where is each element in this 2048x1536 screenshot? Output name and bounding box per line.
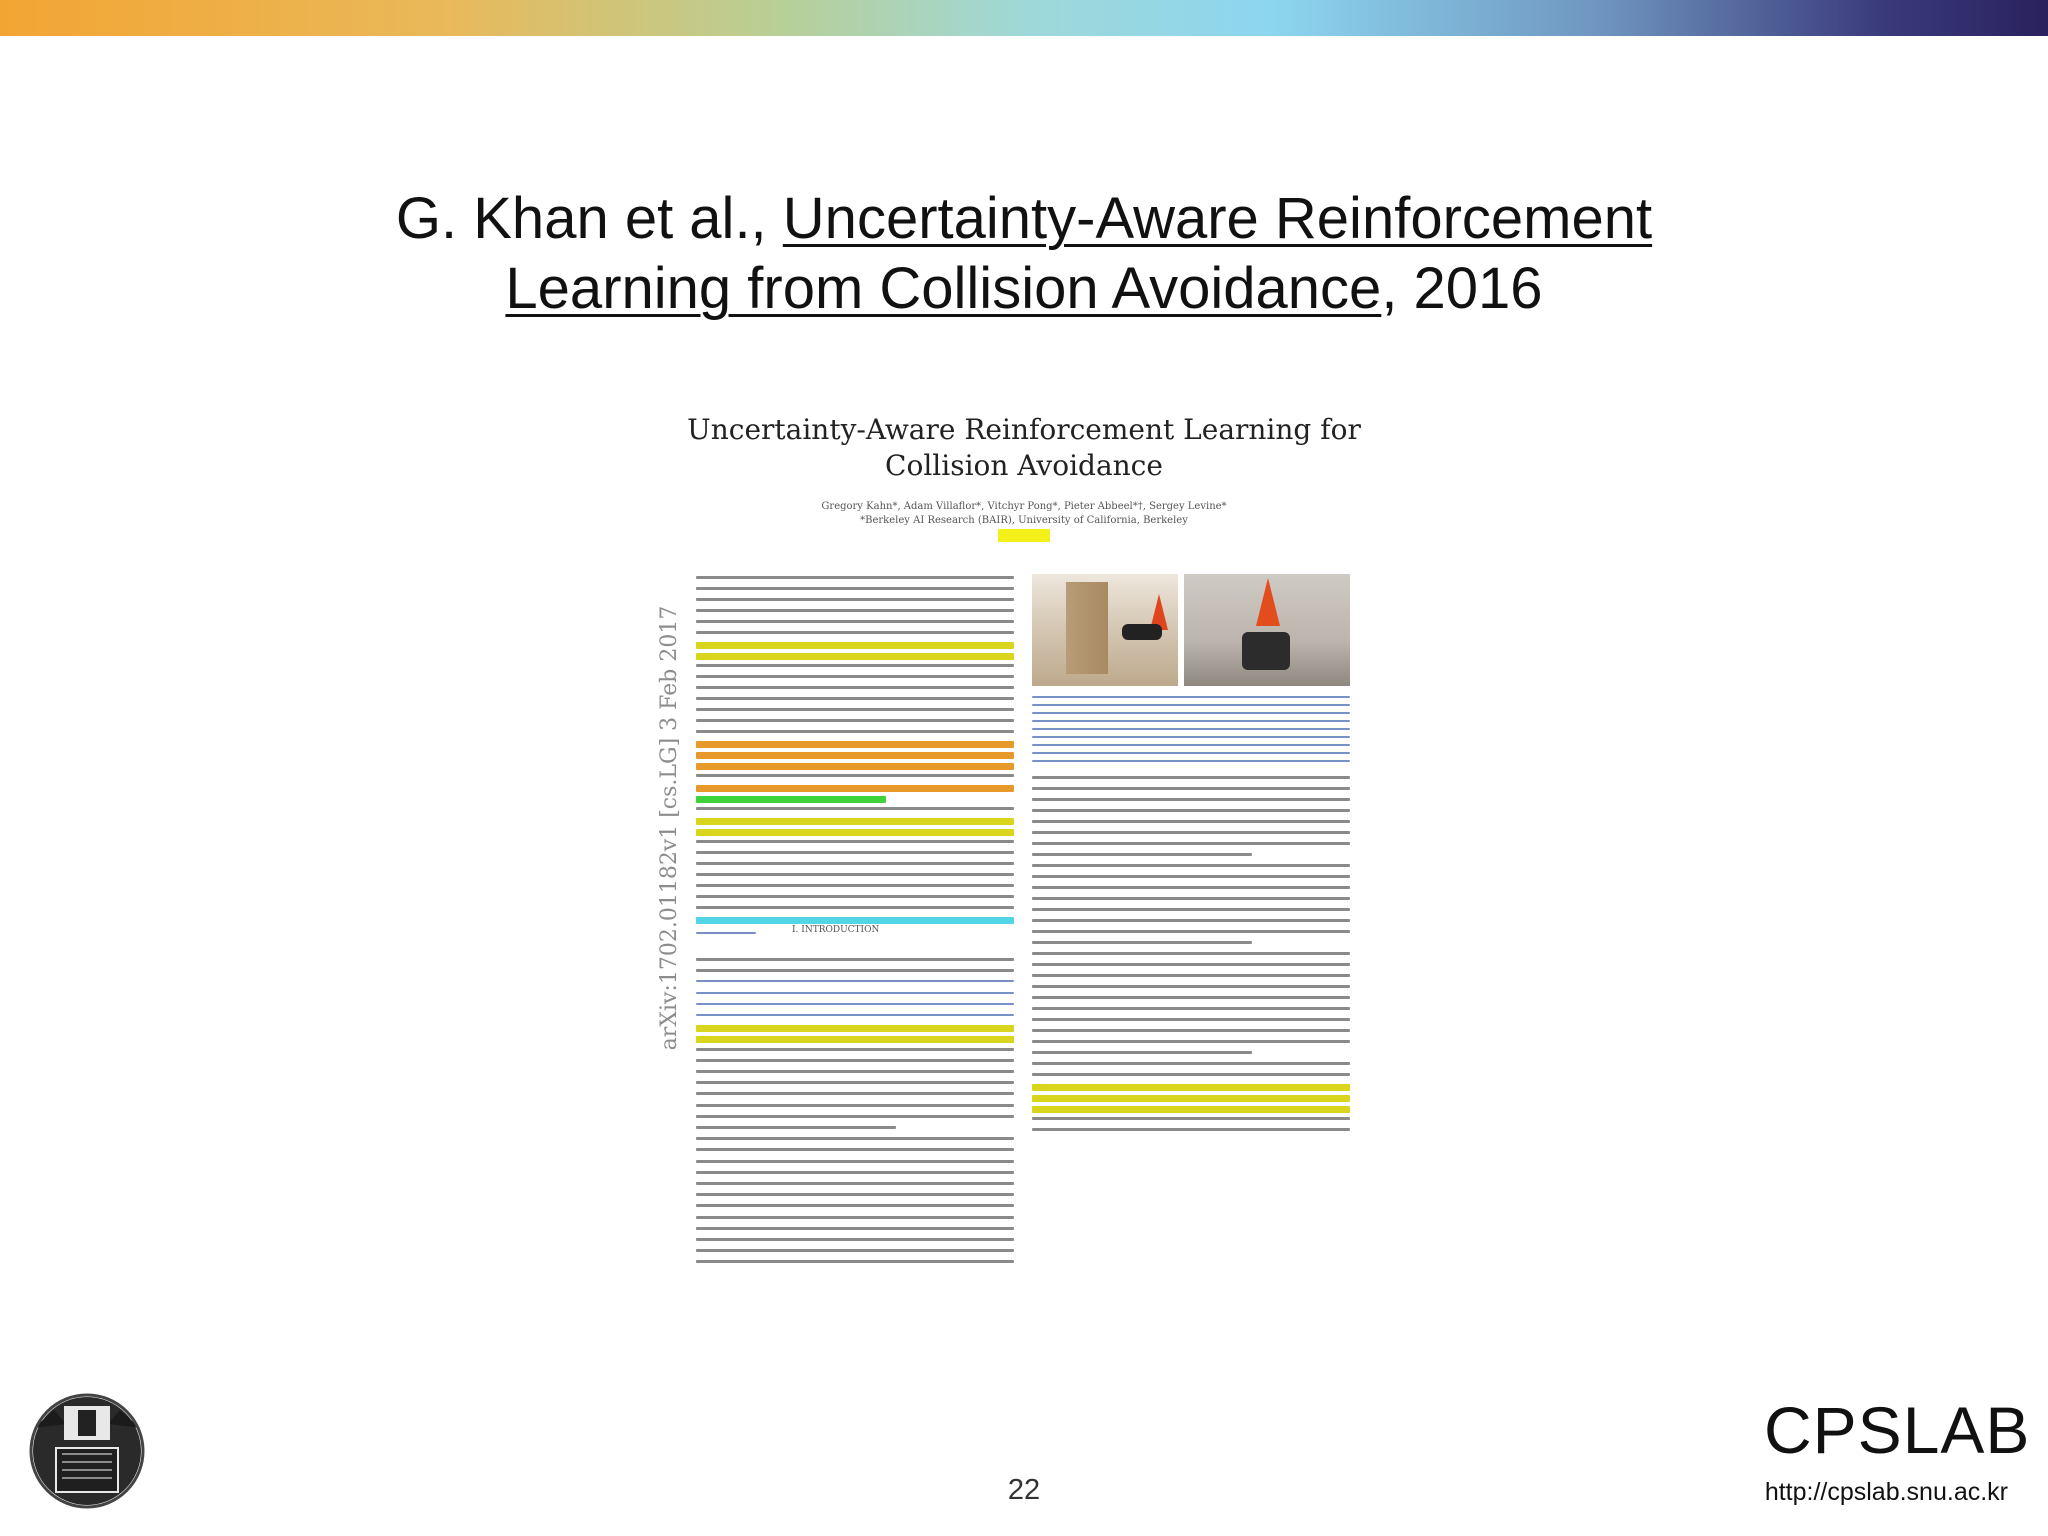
paper-link-line2[interactable]: Learning from Collision Avoidance	[505, 256, 1382, 321]
paper-text-line	[696, 1104, 1014, 1107]
paper-text-line	[696, 1216, 1014, 1219]
paper-text-line	[696, 675, 1014, 678]
paper-text-line	[696, 1070, 1014, 1073]
cardboard-box	[1066, 582, 1108, 674]
paper-text-line	[1032, 760, 1350, 762]
paper-text-line	[696, 917, 1014, 924]
paper-text-line	[1032, 1117, 1350, 1120]
paper-text-line	[1032, 886, 1350, 889]
cpslab-logo: CPSLAB	[1764, 1393, 2031, 1467]
paper-text-line	[1032, 985, 1350, 988]
paper-text-line	[1032, 1095, 1350, 1102]
paper-text-line	[696, 1025, 1014, 1032]
paper-text-line	[1032, 1051, 1252, 1054]
paper-text-line	[1032, 752, 1350, 754]
paper-text-line	[696, 895, 1014, 898]
paper-text-line	[1032, 1084, 1350, 1091]
paper-text-line	[696, 840, 1014, 843]
paper-authors: Gregory Kahn*, Adam Villaflor*, Vitchyr Pong*, Pieter Abbeel*†, Sergey Levine*	[821, 501, 1227, 512]
paper-text-line	[1032, 1073, 1350, 1076]
top-gradient-bar	[0, 0, 2048, 36]
paper-text-line	[696, 829, 1014, 836]
paper-text-line	[696, 1137, 1014, 1140]
paper-text-line	[696, 686, 1014, 689]
figure-rc-car-photo	[1184, 574, 1350, 686]
paper-text-line	[1032, 897, 1350, 900]
slide-title	[0, 184, 2048, 324]
paper-text-line	[1032, 1062, 1350, 1065]
paper-text-line	[1032, 875, 1350, 878]
cpslab-url[interactable]: http://cpslab.snu.ac.kr	[1764, 1478, 2008, 1506]
paper-text-line	[696, 1048, 1014, 1051]
paper-text-line	[1032, 1040, 1350, 1043]
title-prefix: G. Khan et al.,	[395, 186, 783, 251]
paper-text-line	[696, 862, 1014, 865]
paper-text-line	[1032, 704, 1350, 706]
paper-text-line	[696, 697, 1014, 700]
paper-text-line	[1032, 974, 1350, 977]
paper-text-line	[1032, 919, 1350, 922]
slide-number: 22	[1007, 1474, 1041, 1506]
paper-text-line	[1032, 842, 1350, 845]
paper-text-line	[1032, 952, 1350, 955]
title-suffix: , 2016	[1381, 256, 1543, 321]
paper-text-line	[696, 1193, 1014, 1196]
paper-text-line	[696, 631, 1014, 634]
paper-text-line	[696, 1160, 1014, 1163]
paper-text-line	[1032, 820, 1350, 823]
paper-text-line	[696, 576, 1014, 579]
paper-title-line2: Collision Avoidance	[885, 449, 1163, 482]
paper-text-line	[1032, 728, 1350, 730]
paper-text-line	[1032, 1029, 1350, 1032]
paper-text-line	[696, 1092, 1014, 1095]
paper-text-line	[696, 653, 1014, 660]
paper-text-line	[1032, 798, 1350, 801]
paper-text-line	[1032, 720, 1350, 722]
paper-text-line	[696, 992, 1014, 994]
paper-text-line	[696, 1171, 1014, 1174]
paper-text-line	[696, 1227, 1014, 1230]
paper-text-line	[696, 1003, 1014, 1005]
paper-affiliation: *Berkeley AI Research (BAIR), University of California, Berkeley	[860, 515, 1188, 526]
paper-text-line	[1032, 744, 1350, 746]
paper-text-line	[1032, 864, 1350, 867]
paper-text-line	[1032, 853, 1252, 856]
paper-text-line	[696, 1249, 1014, 1252]
paper-text-line	[696, 796, 886, 803]
paper-text-line	[696, 785, 1014, 792]
paper-text-line	[696, 906, 1014, 909]
intro-section-heading: I. INTRODUCTION	[792, 925, 880, 935]
paper-text-line	[696, 598, 1014, 601]
paper-text-line	[696, 969, 1014, 972]
paper-text-line	[696, 1126, 896, 1129]
paper-text-line	[1032, 712, 1350, 714]
figure-drone-photo	[1032, 574, 1178, 686]
paper-text-line	[1032, 908, 1350, 911]
paper-text-line	[1032, 1128, 1350, 1131]
paper-text-line	[696, 851, 1014, 854]
paper-text-line	[696, 1115, 1014, 1118]
paper-link-line1[interactable]: Uncertainty-Aware Reinforcement	[782, 186, 1653, 251]
paper-text-line	[696, 609, 1014, 612]
rc-car-icon	[1242, 632, 1290, 670]
paper-text-line	[1032, 963, 1350, 966]
paper-text-line	[696, 1182, 1014, 1185]
paper-text-line	[1032, 1007, 1350, 1010]
paper-text-line	[696, 730, 1014, 733]
paper-text-line	[1032, 1018, 1350, 1021]
paper-text-line	[696, 741, 1014, 748]
paper-text-line	[1032, 941, 1252, 944]
paper-authors-block	[664, 500, 1384, 528]
paper-text-line	[696, 1260, 1014, 1263]
paper-text-line	[696, 884, 1014, 887]
arxiv-id: arXiv:1702.01182v1 [cs.LG] 3 Feb 2017	[657, 605, 682, 1051]
paper-text-line	[696, 818, 1014, 825]
paper-text-line	[696, 807, 1014, 810]
paper-text-line	[696, 1036, 1014, 1043]
paper-text-line	[1032, 930, 1350, 933]
code-link-highlight	[998, 529, 1050, 542]
paper-text-line	[1032, 776, 1350, 779]
paper-text-line	[696, 763, 1014, 770]
paper-title-line1: Uncertainty-Aware Reinforcement Learning for	[687, 413, 1361, 446]
paper-text-line	[696, 642, 1014, 649]
paper-text-line	[696, 1148, 1014, 1151]
paper-text-line	[696, 587, 1014, 590]
paper-screenshot	[657, 398, 1384, 1276]
paper-text-line	[696, 1204, 1014, 1207]
paper-text-line	[1032, 831, 1350, 834]
paper-text-line	[696, 958, 1014, 961]
paper-text-line	[696, 1081, 1014, 1084]
paper-text-line	[696, 1238, 1014, 1241]
paper-text-line	[1032, 787, 1350, 790]
paper-text-line	[696, 1014, 1014, 1016]
paper-text-line	[1032, 696, 1350, 698]
paper-title	[664, 412, 1384, 484]
paper-text-line	[696, 980, 1014, 982]
paper-text-line	[696, 620, 1014, 623]
paper-text-line	[696, 932, 756, 934]
paper-text-line	[696, 664, 1014, 667]
paper-text-line	[696, 774, 1014, 777]
paper-text-line	[1032, 996, 1350, 999]
paper-text-line	[696, 873, 1014, 876]
paper-text-line	[696, 719, 1014, 722]
drone-icon	[1122, 624, 1162, 640]
paper-text-line	[696, 752, 1014, 759]
traffic-cone-icon	[1256, 578, 1280, 626]
paper-text-line	[1032, 809, 1350, 812]
paper-text-line	[1032, 1106, 1350, 1113]
paper-text-line	[696, 708, 1014, 711]
snu-seal-logo	[26, 1388, 148, 1514]
paper-text-line	[696, 1059, 1014, 1062]
paper-text-line	[1032, 736, 1350, 738]
